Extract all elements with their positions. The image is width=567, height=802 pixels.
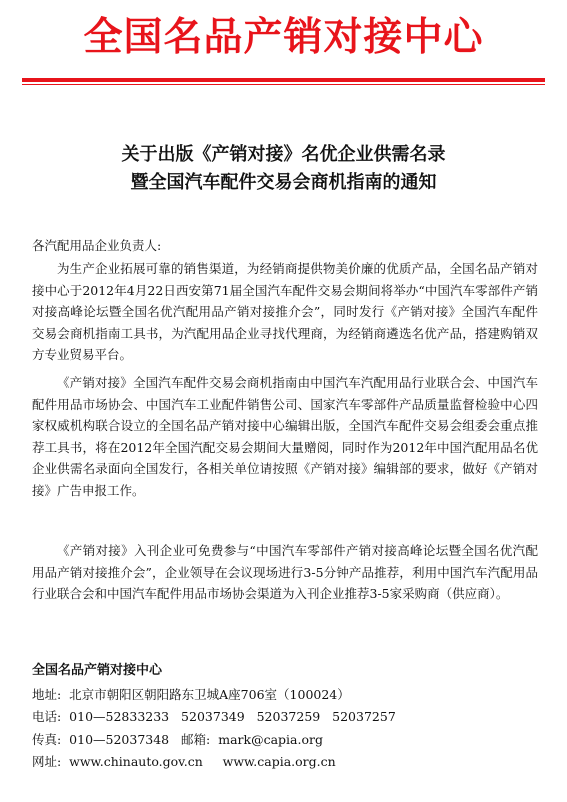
letterhead-title: 全国名品产销对接中心	[83, 15, 484, 60]
contact-block	[32, 660, 538, 774]
contact-address: 地址: 北京市朝阳区朝阳路东卫城A座706室（100024）	[32, 687, 350, 702]
contact-fax-email: 传真: 010—52037348 邮箱: mark@capia.org	[32, 731, 323, 747]
contact-org-name: 全国名品产销对接中心	[32, 663, 163, 678]
letterhead-rule-thin	[22, 84, 545, 85]
letterhead-rule-thick	[22, 78, 545, 82]
paragraph-3: 《产销对接》入刊企业可免费参与“中国汽车零部件产销对接高峰论坛暨全国名优汽配用品产销对接推介会”，企业领导在会议现场进行3-5分钟产品推荐，利用中国汽车汽配用品行业联合会和中国汽车配件用品市场协会渠道为入刊企业推荐3-5家采购商（供应商）。	[32, 543, 538, 602]
notice-title-line-1: 关于出版《产销对接》名优企业供需名录	[121, 144, 446, 165]
greeting: 各汽配用品企业负责人:	[32, 238, 162, 253]
contact-phone: 电话: 010—52833233 52037349 52037259 52037257	[32, 709, 396, 725]
contact-website: 网址: www.chinauto.gov.cn www.capia.org.cn	[32, 754, 336, 770]
paragraph-2: 《产销对接》全国汽车配件交易会商机指南由中国汽车汽配用品行业联合会、中国汽车配件用品市场协会、中国汽车工业配件销售公司、国家汽车零部件产品质量监督检验中心四家权威机构联合设立的全国名品产销对接中心编辑出版，全国汽车配件交易会组委会重点推荐工具书，将在2012年全国汽配交易会期间大量赠阅，同时作为2012年中国汽配用品名优企业供需名录面向全国发行，各相关单位请按照《产销对接》编辑部的要求，做好《产销对接》广告申报工作。	[32, 375, 538, 498]
paragraph-1: 为生产企业拓展可靠的销售渠道，为经销商提供物美价廉的优质产品，全国名品产销对接中心于2012年4月22日西安第71届全国汽车配件交易会期间将举办“中国汽车零部件产销对接高峰论坛暨全国名优汽配用品产销对接推介会”，同时发行《产销对接》全国汽车配件交易会商机指南工具书，为汽配用品企业寻找代理商，为经销商遴选名优产品，搭建购销双方专业贸易平台。	[32, 261, 538, 363]
letterhead	[0, 0, 567, 100]
notice-title-line-2: 暨全国汽车配件交易会商机指南的通知	[130, 172, 437, 193]
